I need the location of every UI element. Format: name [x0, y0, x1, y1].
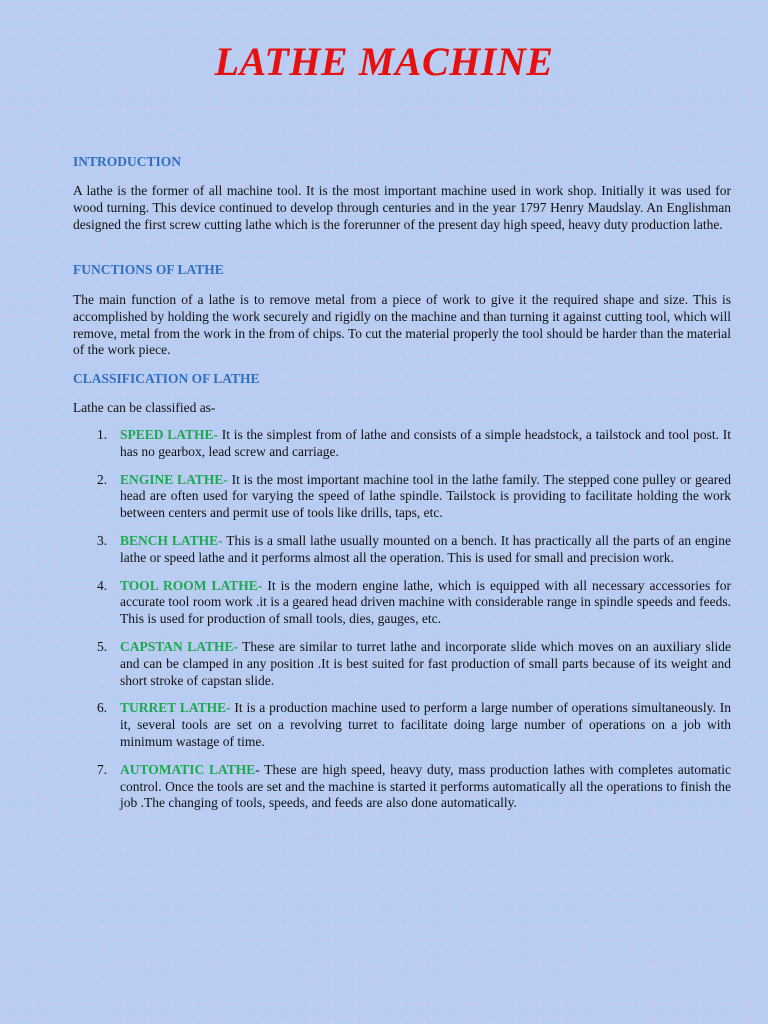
list-item: [73, 533, 731, 567]
list-item-term: ENGINE LATHE-: [120, 471, 228, 487]
list-item: [73, 762, 731, 812]
list-item: [73, 427, 731, 461]
list-item-text: It is the most important machine tool in the lathe family. The stepped cone pulley or geared head are often used for varying the speed of lathe spindle. Tailstock is providing to facilitate holding the work between centers and permit use of tools like drills, taps, etc.: [120, 471, 731, 521]
classification-heading: CLASSIFICATION OF LATHE: [73, 371, 260, 386]
list-item-term: AUTOMATIC LATHE: [120, 761, 256, 777]
list-item-number: 6.: [97, 700, 108, 716]
list-item-text: It is the simplest from of lathe and consists of a simple headstock, a tailstock and tool post. It has no gearbox, lead screw and carriage.: [120, 427, 731, 459]
list-item-text: It is a production machine used to perform a large number of operations simultaneously. In it, several tools are set on a revolving turret to facilitate doing large number of operations on a job with minimum wastage of time.: [120, 700, 731, 749]
document-title: LATHE MACHINE: [214, 39, 554, 84]
lathe-types-list: [73, 427, 731, 812]
list-item-text: - These are high speed, heavy duty, mass production lathes with completes automatic control. Once the tools are set and the machine is started it performs automatically all the operations to finish the job .The changing of tools, speeds, and feeds are also done automatically.: [120, 761, 731, 811]
functions-paragraph: The main function of a lathe is to remove metal from a piece of work to give it the required shape and size. This is accomplished by holding the work securely and rigidly on the machine and than turning it against cutting tool, which will remove, metal from the work in the from of chips. To cut the material properly the tool should be harder than the material of the work piece.: [73, 292, 731, 358]
introduction-paragraph: A lathe is the former of all machine tool. It is the most important machine used in work shop. Initially it was used for wood turning. This device continued to develop through centuries and in the year 1797 Henry Maudslay. An Englishman designed the first screw cutting lathe which is the forerunner of the present day high speed, heavy duty production lathe.: [73, 183, 731, 232]
list-item-text: It is the modern engine lathe, which is equipped with all necessary accessories for accurate tool room work .it is a geared head driven machine with considerable range in spindle speeds and feeds. This is used for production of small tools, dies, gauges, etc.: [120, 577, 731, 627]
list-item-number: 4.: [97, 577, 108, 593]
list-item-text: This is a small lathe usually mounted on a bench. It has practically all the parts of an engine lathe or speed lathe and it performs almost all the operation. This is used for small and precision work.: [120, 532, 731, 565]
list-item-number: 7.: [97, 761, 108, 777]
list-item: [73, 472, 731, 522]
list-item-number: 5.: [97, 638, 108, 654]
list-item-number: 3.: [97, 532, 108, 548]
list-item-text: These are similar to turret lathe and incorporate slide which moves on an auxiliary slide and can be clamped in any position .It is best suited for fast production of small parts because of its weight and short stroke of capstan slide.: [120, 638, 731, 688]
list-item: [73, 700, 731, 750]
list-item-number: 1.: [97, 427, 108, 442]
list-item-term: SPEED LATHE-: [120, 427, 219, 442]
list-item-number: 2.: [97, 471, 108, 487]
list-item-term: CAPSTAN LATHE-: [120, 638, 238, 654]
list-item: [73, 639, 731, 689]
list-item-term: TOOL ROOM LATHE-: [120, 577, 263, 593]
list-item-term: TURRET LATHE-: [120, 700, 231, 716]
classification-intro: Lathe can be classified as-: [73, 400, 216, 415]
list-item-term: BENCH LATHE-: [120, 532, 223, 548]
list-item: [73, 578, 731, 628]
functions-heading: FUNCTIONS OF LATHE: [73, 262, 224, 277]
introduction-heading: INTRODUCTION: [73, 154, 182, 169]
